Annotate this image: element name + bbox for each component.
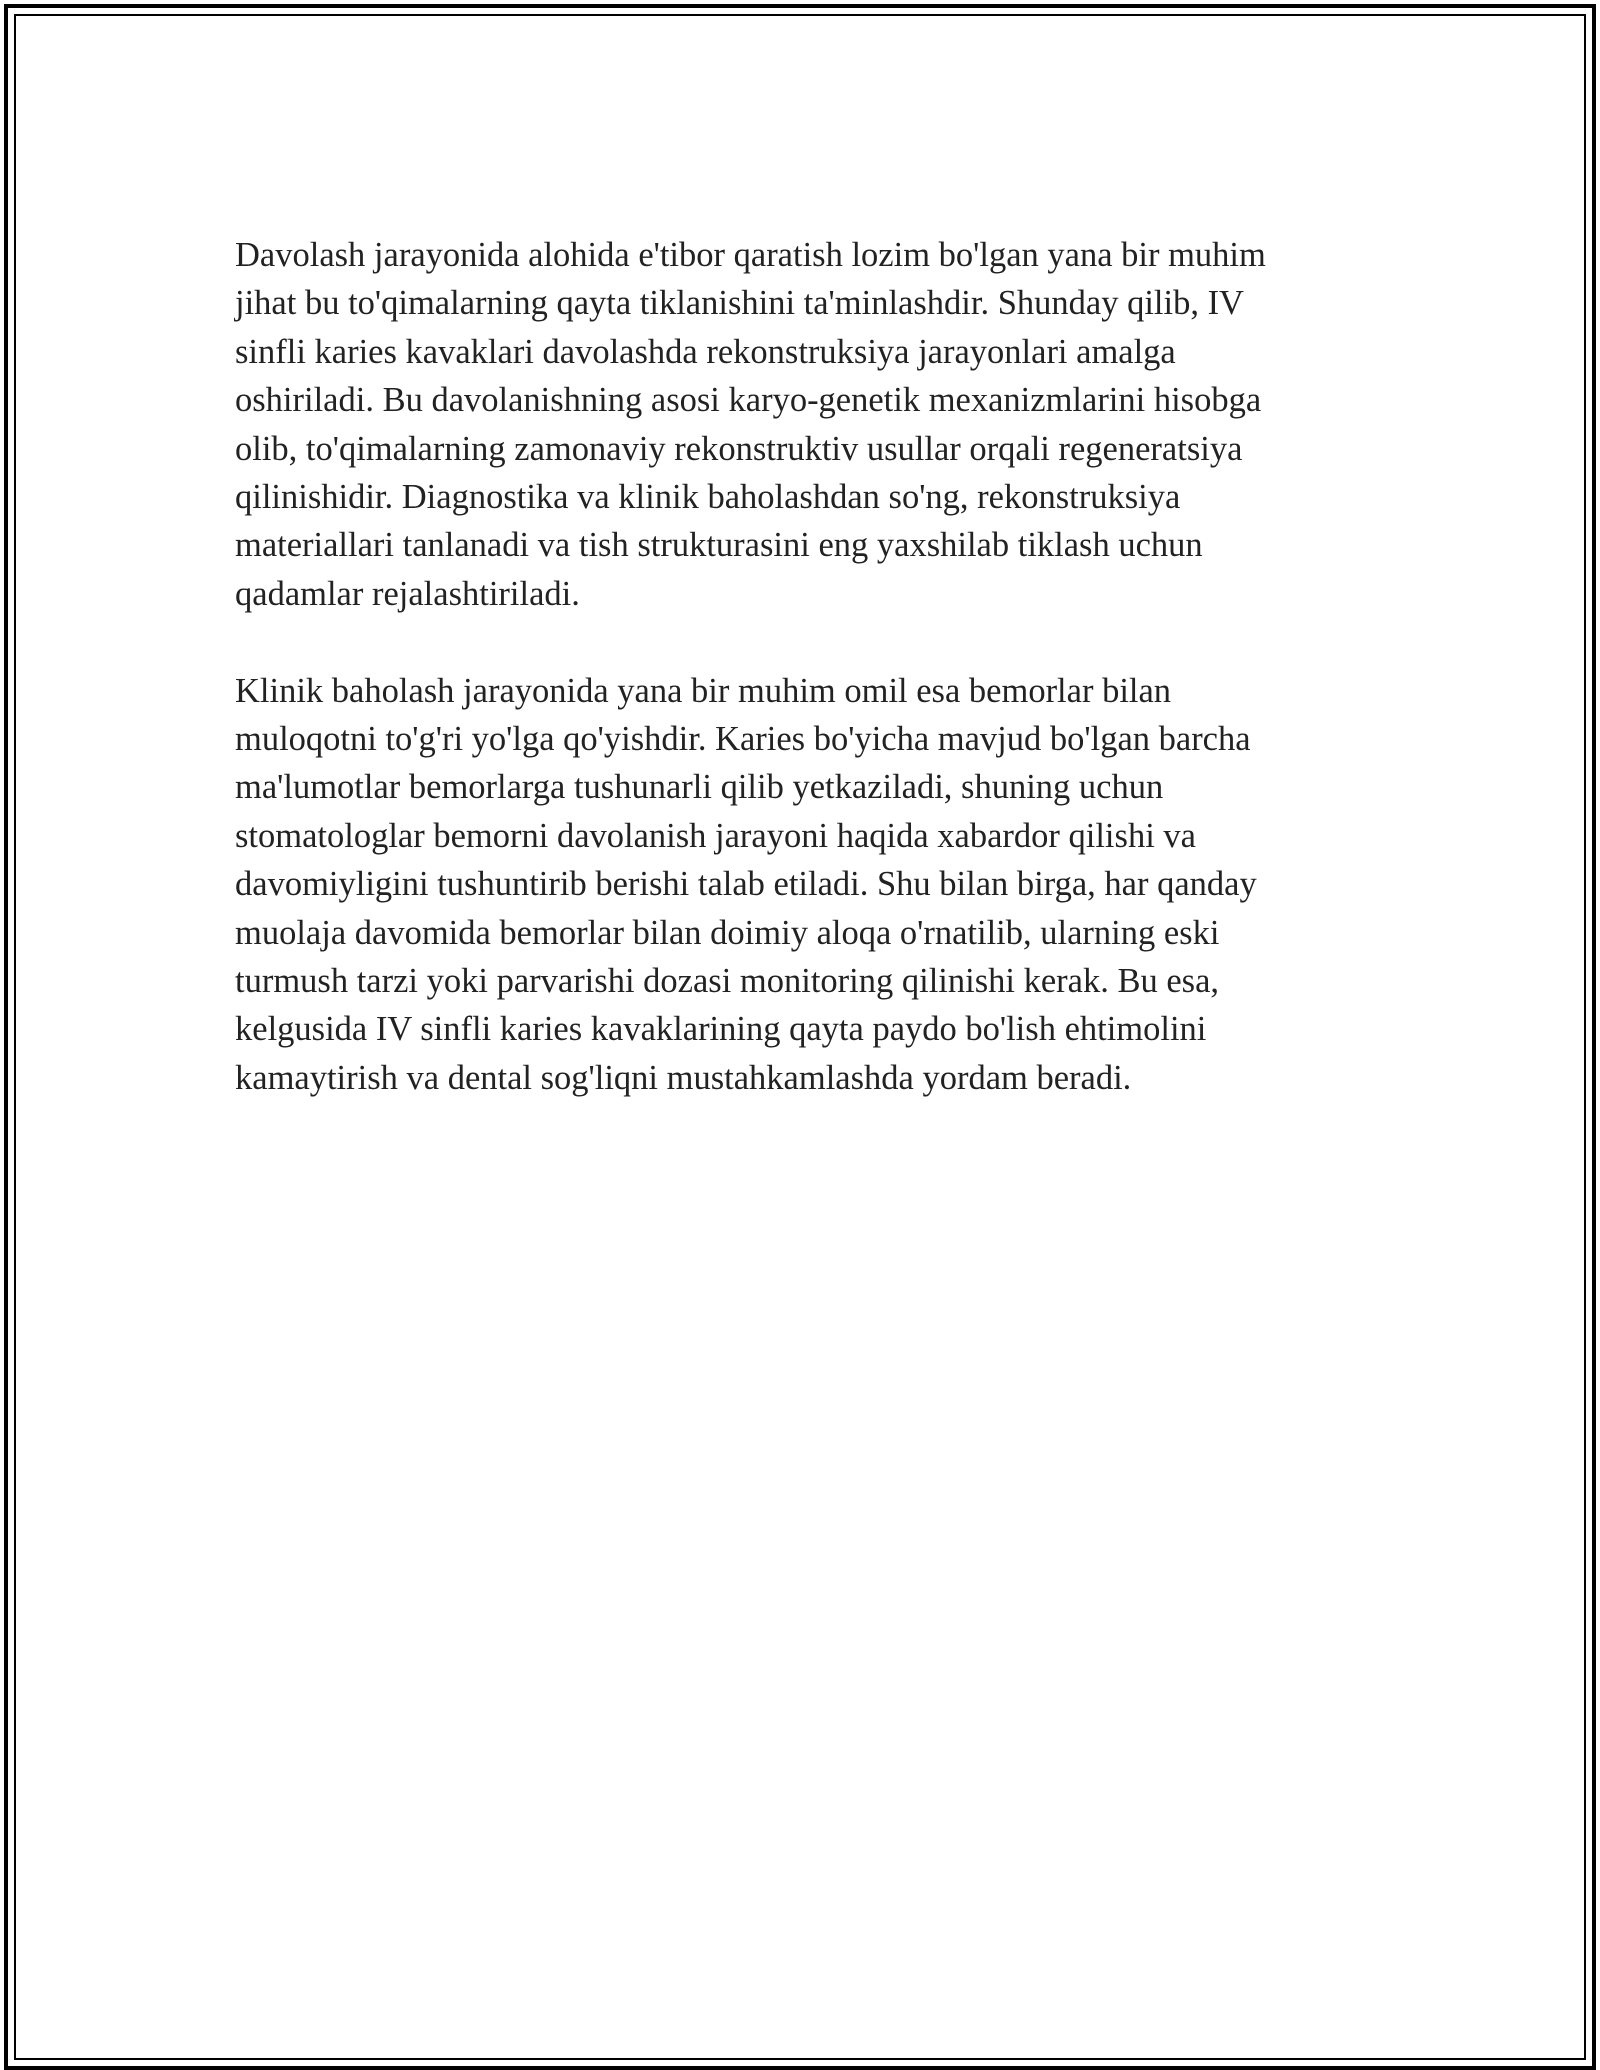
text-line: stomatologlar bemorni davolanish jarayoni haqida xabardor qilishi va — [235, 816, 1196, 855]
text-line: qadamlar rejalashtiriladi. — [235, 574, 580, 613]
paragraph-2 — [235, 667, 1365, 1103]
text-line: muolaja davomida bemorlar bilan doimiy aloqa o'rnatilib, ularning eski — [235, 913, 1220, 952]
text-line: oshiriladi. Bu davolanishning asosi karyo-genetik mexanizmlarini hisobga — [235, 381, 1262, 420]
text-line: sinfli karies kavaklari davolashda rekonstruksiya jarayonlari amalga — [235, 332, 1176, 371]
text-line: jihat bu to'qimalarning qayta tiklanishini ta'minlashdir. Shunday qilib, IV — [235, 284, 1244, 323]
text-line: ma'lumotlar bemorlarga tushunarli qilib yetkaziladi, shuning uchun — [235, 768, 1164, 807]
document-body — [235, 231, 1365, 1151]
text-line: olib, to'qimalarning zamonaviy rekonstruktiv usullar orqali regeneratsiya — [235, 429, 1243, 468]
text-line: Klinik baholash jarayonida yana bir muhim omil esa bemorlar bilan — [235, 671, 1172, 710]
text-line: turmush tarzi yoki parvarishi dozasi monitoring qilinishi kerak. Bu esa, — [235, 962, 1220, 1001]
paragraph-1 — [235, 231, 1365, 618]
text-line: Davolash jarayonida alohida e'tibor qaratish lozim bo'lgan yana bir muhim — [235, 236, 1266, 274]
text-line: materiallari tanlanadi va tish strukturasini eng yaxshilab tiklash uchun — [235, 526, 1203, 565]
text-line: muloqotni to'g'ri yo'lga qo'yishdir. Karies bo'yicha mavjud bo'lgan barcha — [235, 720, 1251, 759]
text-line: qilinishidir. Diagnostika va klinik baholashdan so'ng, rekonstruksiya — [235, 478, 1181, 517]
text-line: kamaytirish va dental sog'liqni mustahkamlashda yordam beradi. — [235, 1058, 1132, 1097]
text-line: davomiyligini tushuntirib berishi talab etiladi. Shu bilan birga, har qanday — [235, 865, 1257, 904]
text-line: kelgusida IV sinfli karies kavaklarining qayta paydo bo'lish ehtimolini — [235, 1010, 1207, 1049]
